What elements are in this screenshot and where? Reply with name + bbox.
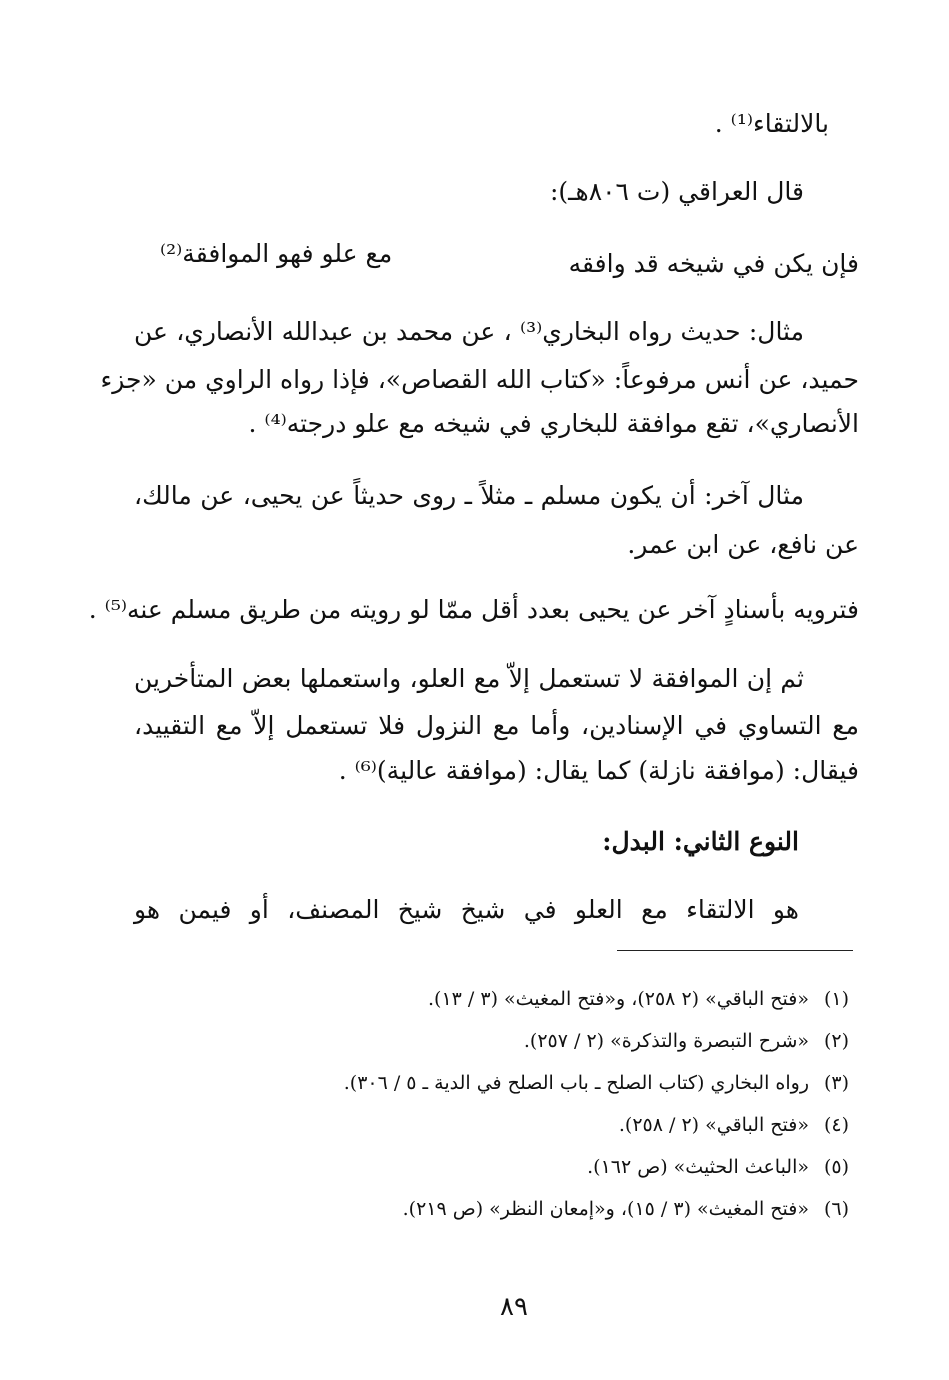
text-line: فترويه بأسنادٍ آخر عن يحيى بعدد أقل ممّا لو رويته من طريق مسلم عنه⁽⁵⁾ .	[88, 595, 859, 624]
page-number: ٨٩	[500, 1292, 528, 1322]
footnote	[89, 984, 849, 1014]
footnote	[89, 1110, 849, 1140]
footnote-text: رواه البخاري (كتاب الصلح ـ باب الصلح في الدية ـ ٥ / ٣٠٦).	[343, 1072, 809, 1094]
text-line: قال العراقي (ت ٨٠٦هـ):	[550, 177, 804, 206]
footnote-divider	[617, 950, 853, 951]
footnote-number: (٣)	[823, 1072, 849, 1094]
text-line: فيقال: (موافقة نازلة) كما يقال: (موافقة عالية)⁽⁶⁾ .	[338, 756, 859, 785]
footnote-number: (٦)	[823, 1198, 849, 1220]
text-line: مثال: حديث رواه البخاري⁽³⁾ ، عن محمد بن عبدالله الأنصاري، عن	[134, 317, 804, 346]
text-line: عن نافع، عن ابن عمر.	[627, 530, 859, 559]
footnote-number: (٤)	[823, 1114, 849, 1136]
text-line: هو الالتقاء مع العلو في شيخ شيخ المصنف، أو فيمن هو	[134, 895, 799, 924]
footnote	[89, 1152, 849, 1182]
footnote-text: «فتح المغيث» (٣ / ١٥)، و«إمعان النظر» (ص ٢١٩).	[402, 1198, 809, 1220]
verse-hemistich-left: مع علو فهو الموافقة⁽²⁾	[160, 239, 393, 268]
footnote-text: «فتح الباقي» (٢ ٢٥٨)، و«فتح المغيث» (٣ / ١٣).	[427, 988, 809, 1010]
footnote-text: «الباعث الحثيث» (ص ١٦٢).	[587, 1156, 809, 1178]
footnote-text: «فتح الباقي» (٢ / ٢٥٨).	[618, 1114, 809, 1136]
text-line: الأنصاري»، تقع موافقة للبخاري في شيخه مع علو درجته⁽⁴⁾ .	[248, 409, 859, 438]
footnote	[89, 1026, 849, 1056]
footnote-number: (١)	[823, 988, 849, 1010]
footnote-text: «شرح التبصرة والتذكرة» (٢ / ٢٥٧).	[523, 1030, 809, 1052]
footnote-number: (٥)	[823, 1156, 849, 1178]
text-line: مع التساوي في الإسنادين، وأما مع النزول فلا تستعمل إلاّ مع التقييد،	[134, 711, 859, 740]
text-line: حميد، عن أنس مرفوعاً: «كتاب الله القصاص»، فإذا رواه الراوي من «جزء	[100, 365, 859, 394]
text-line: مثال آخر: أن يكون مسلم ـ مثلاً ـ روى حديثاً عن يحيى، عن مالك،	[134, 481, 804, 510]
footnote	[89, 1068, 849, 1098]
text-line: بالالتقاء⁽¹⁾ .	[714, 109, 829, 138]
section-heading: النوع الثاني: البدل:	[602, 827, 799, 856]
text-line: ثم إن الموافقة لا تستعمل إلاّ مع العلو، واستعملها بعض المتأخرين	[134, 664, 804, 693]
footnote	[89, 1194, 849, 1224]
footnote-number: (٢)	[823, 1030, 849, 1052]
verse-hemistich-right: فإن يكن في شيخه قد وافقه	[568, 249, 859, 278]
